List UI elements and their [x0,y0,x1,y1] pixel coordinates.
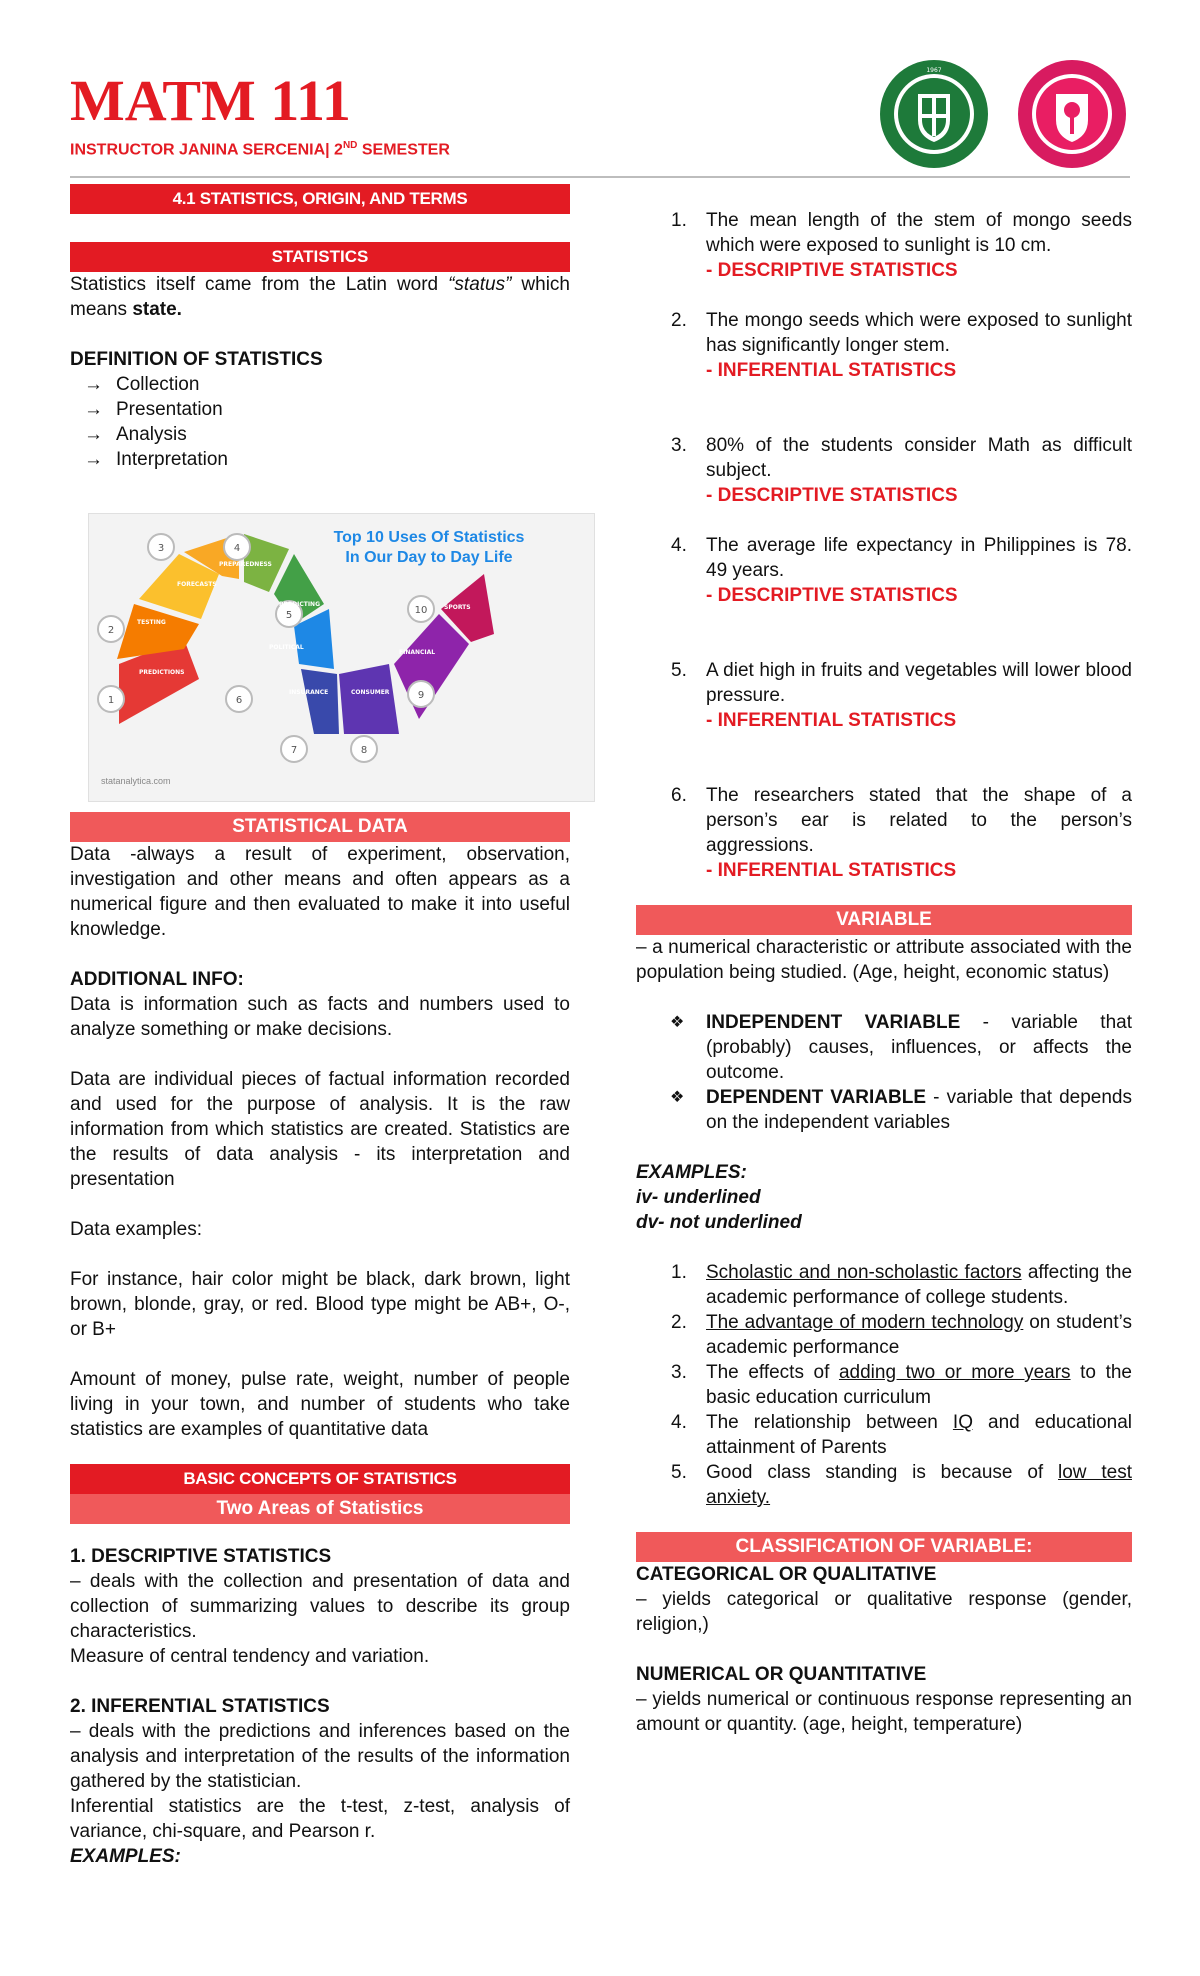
classification-bar: CLASSIFICATION OF VARIABLE: [636,1532,1132,1562]
svg-text:7: 7 [290,745,298,756]
svg-text:4: 4 [233,543,241,554]
section-title-bar: 4.1 STATISTICS, ORIGIN, AND TERMS [70,184,570,214]
variable-examples-label: EXAMPLES: [636,1162,747,1183]
iv-legend: iv- underlined [636,1187,761,1208]
data-example-2: Amount of money, pulse rate, weight, number of people living in your town, and number of students who take statistics are examples of quantitative data [70,1369,570,1440]
svg-text:POLITICAL: POLITICAL [269,644,304,651]
independent-variable-item: ❖ INDEPENDENT VARIABLE - variable that (probably) causes, influences, or affects the outcome. [706,1010,1132,1085]
variable-def: – a numerical characteristic or attribute associated with the population being studied. (Age, height, economic status) [636,937,1132,983]
data-examples-label: Data examples: [70,1219,203,1240]
college-seal-logo [1016,58,1128,170]
definition-heading: DEFINITION OF STATISTICS [70,349,323,370]
svg-text:6: 6 [235,695,243,706]
variable-example-item: 4. The relationship between IQ and educational attainment of Parents [671,1412,1132,1458]
statistics-bar: STATISTICS [70,242,570,272]
numerical-def: – yields numerical or continuous response representing an amount or quantity. (age, height, temperature) [636,1689,1132,1735]
svg-text:INSURANCE: INSURANCE [289,689,329,696]
left-column [70,184,570,472]
descriptive-heading: 1. DESCRIPTIVE STATISTICS [70,1546,332,1567]
stat-examples-list [636,208,1132,883]
stat-example-item: 3. 80% of the students consider Math as difficult subject. - DESCRIPTIVE STATISTICS [671,435,1132,506]
inferential-heading: 2. INFERENTIAL STATISTICS [70,1696,330,1717]
categorical-def: – yields categorical or qualitative response (gender, religion,) [636,1589,1132,1635]
variable-examples-list [636,1260,1132,1510]
svg-text:PREDICTING: PREDICTING [279,601,321,608]
header-divider [70,176,1130,178]
svg-text:FINANCIAL: FINANCIAL [399,649,436,656]
definition-item: → Interpretation [116,447,570,472]
svg-text:10: 10 [414,605,428,616]
additional-info-1: Data is information such as facts and numbers used to analyze something or make decisions. [70,994,570,1040]
svg-text:3: 3 [157,543,165,554]
numerical-heading: NUMERICAL OR QUANTITATIVE [636,1664,927,1685]
two-areas-bar: Two Areas of Statistics [70,1494,570,1524]
svg-text:PREDICTIONS: PREDICTIONS [139,669,185,676]
svg-text:1967: 1967 [926,67,942,74]
left-column-lower [70,812,570,1869]
examples-label: EXAMPLES: [70,1846,181,1867]
data-definition: Data -always a result of experiment, observation, investigation and other means and often appears as a numerical figure and then evaluated to make it into useful knowledge. [70,844,570,940]
infographic-source: statanalytica.com [101,776,171,786]
svg-text:SPORTS: SPORTS [444,604,471,611]
svg-text:CONSUMER: CONSUMER [351,689,390,696]
definition-item: → Collection [116,372,570,397]
svg-text:FORECASTS: FORECASTS [177,581,217,588]
inferential-tests: Inferential statistics are the t-test, z-test, analysis of variance, chi-square, and Pearson r. [70,1796,570,1842]
stat-example-item: 5. A diet high in fruits and vegetables will lower blood pressure. - INFERENTIAL STATISTICS [671,660,1132,731]
svg-text:5: 5 [285,610,293,621]
instructor-line: INSTRUCTOR JANINA SERCENIA| 2ND SEMESTER [70,140,450,159]
descriptive-measures: Measure of central tendency and variation. [70,1646,430,1667]
variable-example-item: 3. The effects of adding two or more years to the basic education curriculum [671,1362,1132,1408]
svg-text:8: 8 [360,745,368,756]
definition-item: → Analysis [116,422,570,447]
svg-text:9: 9 [417,690,425,701]
statistical-data-bar: STATISTICAL DATA [70,812,570,842]
uses-of-statistics-infographic [88,513,595,802]
inferential-def: – deals with the predictions and inferences based on the analysis and interpretation of the results of the information gathered by the statistician. [70,1721,570,1792]
definition-list [70,372,570,472]
right-column [636,208,1132,1737]
descriptive-def: – deals with the collection and presentation of data and collection of summarizing values to describe its group characteristics. [70,1571,570,1642]
basic-concepts-bar: BASIC CONCEPTS OF STATISTICS [70,1464,570,1494]
dv-legend: dv- not underlined [636,1212,802,1233]
stat-example-item: 4. The average life expectancy in Philippines is 78. 49 years. - DESCRIPTIVE STATISTICS [671,535,1132,606]
stat-example-item: 6. The researchers stated that the shape of a person’s ear is related to the person’s aggressions. - INFERENTIAL STATISTICS [671,785,1132,881]
categorical-heading: CATEGORICAL OR QUALITATIVE [636,1564,937,1585]
variable-example-item: 5. Good class standing is because of low test anxiety. [671,1462,1132,1508]
svg-text:PREPAREDNESS: PREPAREDNESS [219,561,272,568]
additional-info-heading: ADDITIONAL INFO: [70,969,244,990]
svg-text:1: 1 [107,695,115,706]
variable-bar: VARIABLE [636,905,1132,935]
stat-example-item: 2. The mongo seeds which were exposed to sunlight has significantly longer stem. - INFERENTIAL STATISTICS [671,310,1132,381]
variable-example-item: 1. Scholastic and non-scholastic factors affecting the academic performance of college students. [671,1262,1133,1308]
data-example-1: For instance, hair color might be black, dark brown, light brown, blonde, gray, or red. Blood type might be AB+, O-, or B+ [70,1269,570,1340]
variable-example-item: 2. The advantage of modern technology on student’s academic performance [671,1312,1132,1358]
svg-text:2: 2 [107,625,115,636]
university-seal-logo [878,58,990,170]
additional-info-2: Data are individual pieces of factual information recorded and used for the purpose of analysis. It is the raw information from which statistics are created. Statistics are the results of data analysis - its interpretation and presentation [70,1069,570,1190]
variable-types [636,1010,1132,1135]
definition-item: → Presentation [116,397,570,422]
infographic-title-line2: In Our Day to Day Life [345,549,513,566]
infographic-title-line1: Top 10 Uses Of Statistics [333,529,525,546]
svg-text:TESTING: TESTING [137,619,166,626]
stat-example-item: 1. The mean length of the stem of mongo seeds which were exposed to sunlight is 10 cm. - DESCRIPTIVE STATISTICS [671,210,1132,281]
course-title: MATM 111 [70,68,351,133]
dependent-variable-item: ❖ DEPENDENT VARIABLE - variable that depends on the independent variables [706,1085,1132,1135]
statistics-origin: Statistics itself came from the Latin word “status” which means state. [70,274,570,320]
